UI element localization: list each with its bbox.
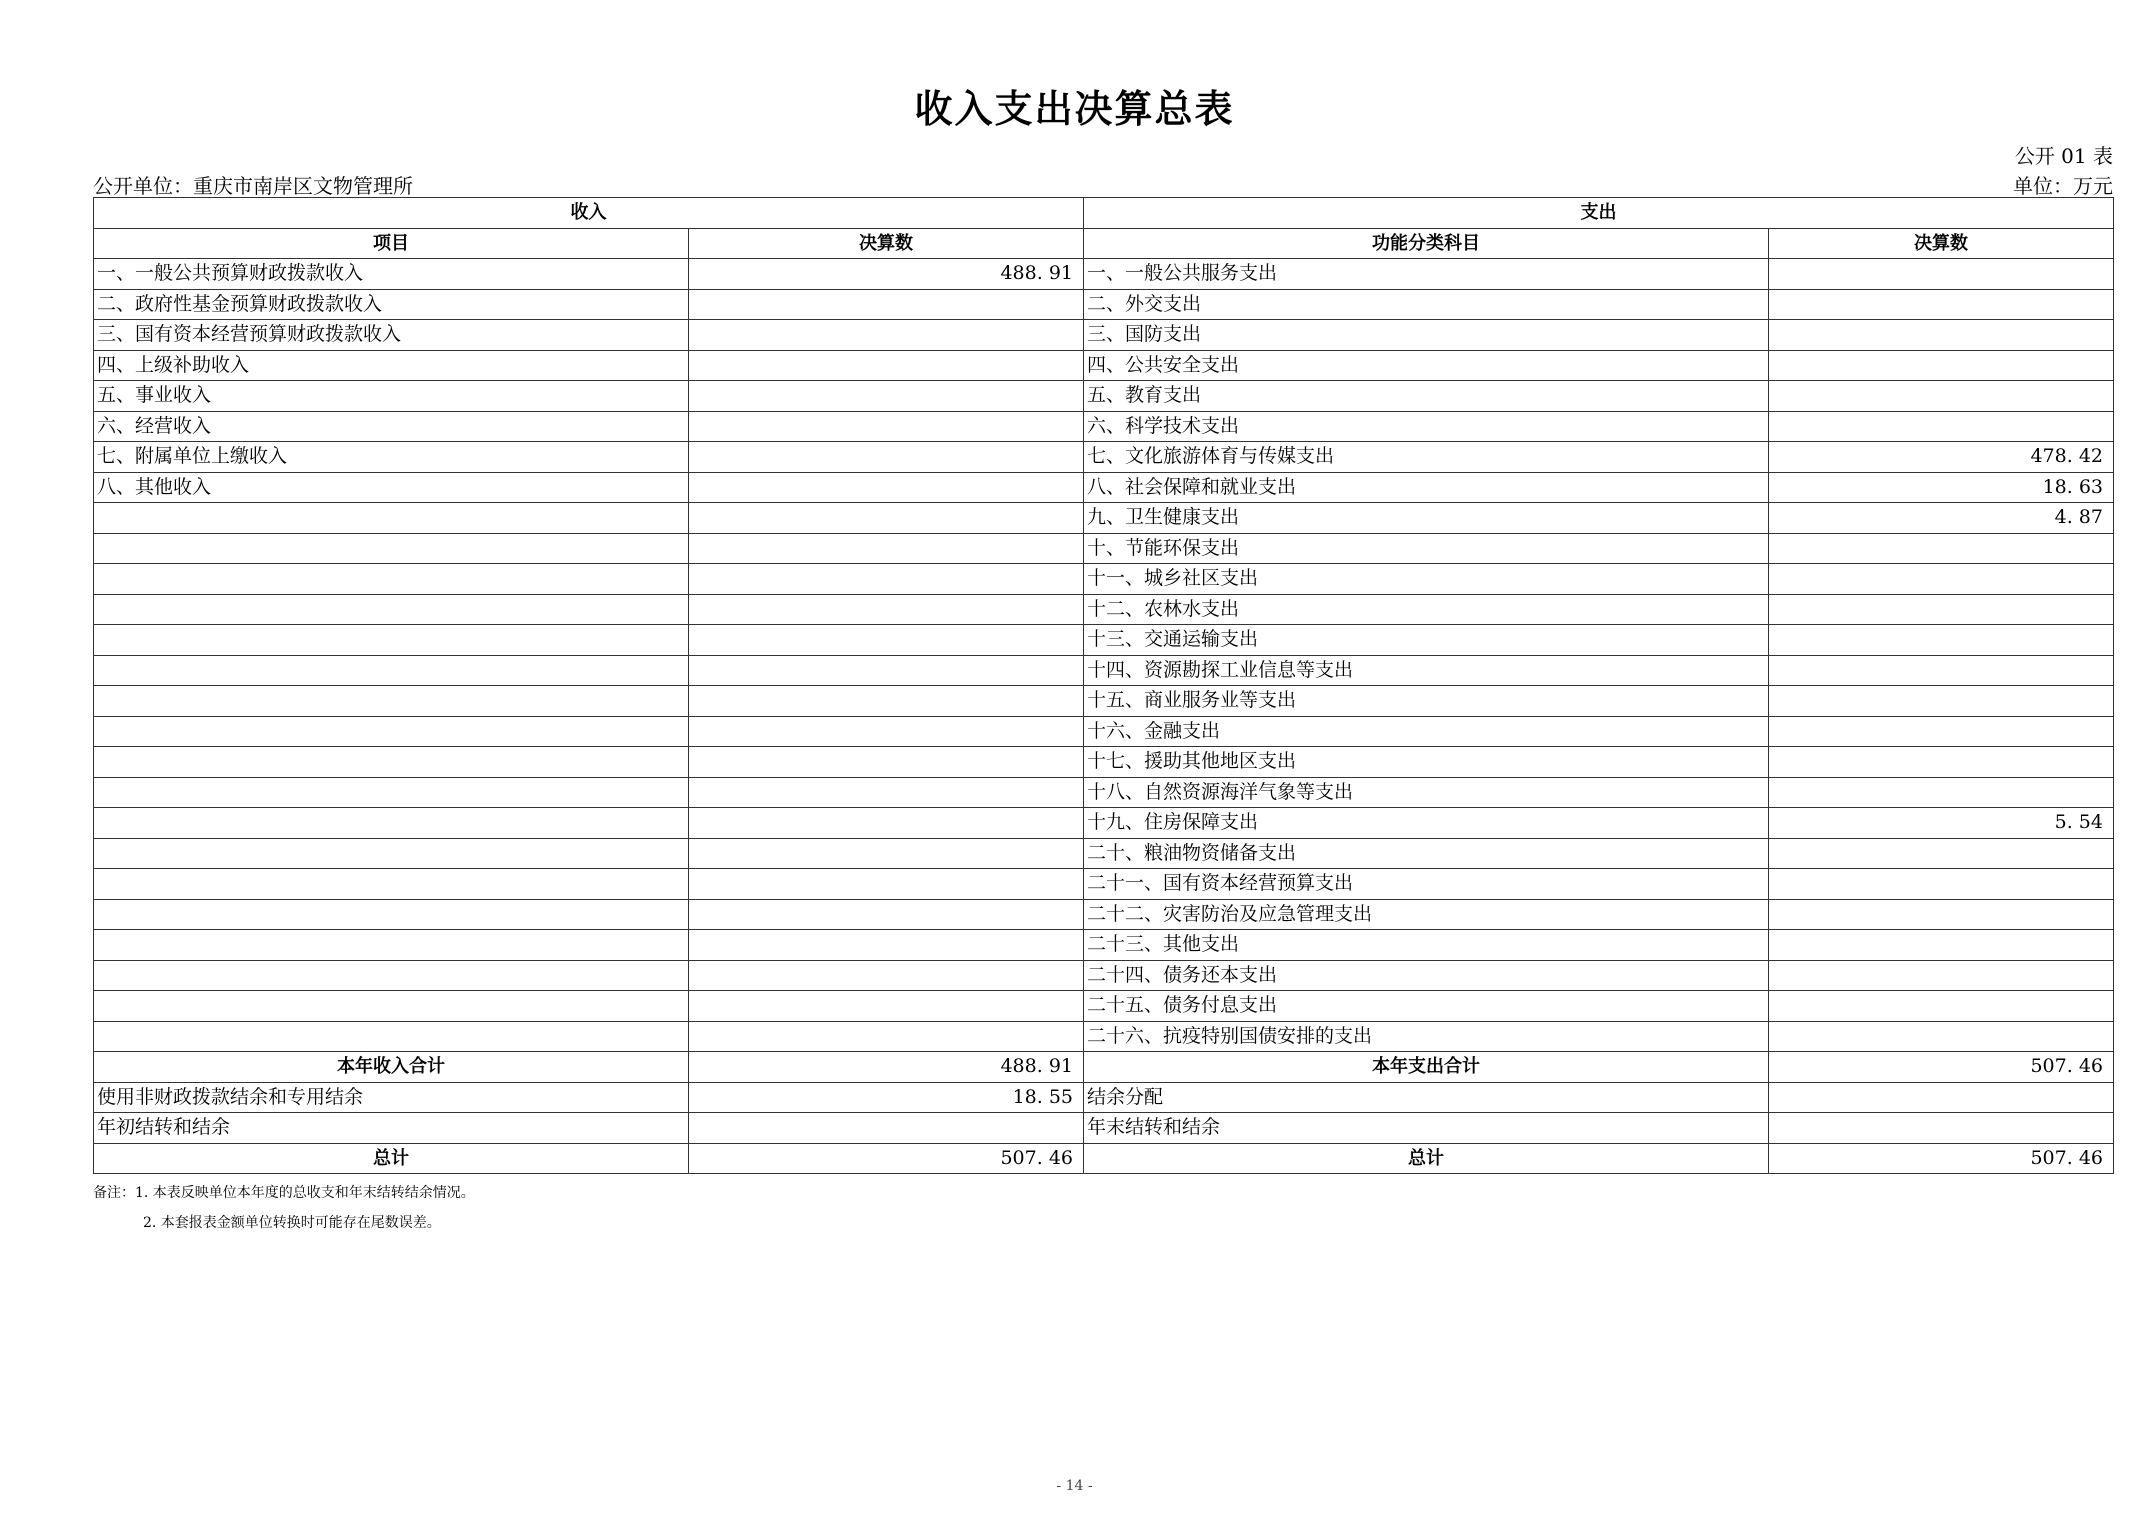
table-row (94, 777, 2114, 808)
expense-amount-cell (1769, 991, 2114, 1022)
table-row (94, 869, 2114, 900)
header-row-1 (94, 198, 2114, 229)
income-item-cell (94, 747, 689, 778)
header-row-2 (94, 228, 2114, 259)
expense-item-cell: 八、社会保障和就业支出 (1084, 472, 1769, 503)
expense-item-cell: 十五、商业服务业等支出 (1084, 686, 1769, 717)
expense-item-cell: 二十、粮油物资储备支出 (1084, 838, 1769, 869)
income-item-cell (94, 991, 689, 1022)
expense-amount-cell (1769, 533, 2114, 564)
income-amount-cell (689, 320, 1084, 351)
income-item-cell: 二、政府性基金预算财政拨款收入 (94, 289, 689, 320)
table-row (94, 838, 2114, 869)
income-item-cell: 六、经营收入 (94, 411, 689, 442)
income-item-cell (94, 777, 689, 808)
expense-amount-cell (1769, 655, 2114, 686)
table-row (94, 808, 2114, 839)
expense-amount-cell (1769, 777, 2114, 808)
expense-item-cell: 二十五、债务付息支出 (1084, 991, 1769, 1022)
income-amount-cell (689, 869, 1084, 900)
expense-amount-cell (1769, 289, 2114, 320)
expense-amount-cell (1769, 564, 2114, 595)
expense-item-cell: 十七、援助其他地区支出 (1084, 747, 1769, 778)
income-item-cell: 七、附属单位上缴收入 (94, 442, 689, 473)
expense-amount-cell (1769, 1021, 2114, 1052)
func-category-header: 功能分类科目 (1084, 228, 1769, 259)
expense-amount-cell: 478. 42 (1769, 442, 2114, 473)
income-item-cell (94, 838, 689, 869)
carry-row (94, 1113, 2114, 1144)
expense-amount-cell (1769, 960, 2114, 991)
income-amount-cell (689, 808, 1084, 839)
table-row (94, 411, 2114, 442)
page-number: - 14 - (1056, 1478, 1093, 1494)
income-item-cell (94, 686, 689, 717)
expense-amount-cell (1769, 350, 2114, 381)
table-row (94, 442, 2114, 473)
table-row (94, 991, 2114, 1022)
expense-amount-cell: 4. 87 (1769, 503, 2114, 534)
income-item-cell: 四、上级补助收入 (94, 350, 689, 381)
table-row (94, 564, 2114, 595)
expense-amount-cell (1769, 716, 2114, 747)
table-row (94, 381, 2114, 412)
income-item-cell (94, 869, 689, 900)
table-row (94, 259, 2114, 290)
table-row (94, 289, 2114, 320)
income-header: 收入 (94, 198, 1084, 229)
income-item-cell: 八、其他收入 (94, 472, 689, 503)
surplus-alloc-amount (1769, 1082, 2114, 1113)
income-amount-cell (689, 960, 1084, 991)
income-amount-cell (689, 289, 1084, 320)
table-row (94, 625, 2114, 656)
expense-item-cell: 十四、资源勘探工业信息等支出 (1084, 655, 1769, 686)
notes (93, 1178, 475, 1238)
income-amount-cell (689, 838, 1084, 869)
table-row (94, 930, 2114, 961)
nonfiscal-label: 使用非财政拨款结余和专用结余 (94, 1082, 689, 1113)
amount-header: 决算数 (689, 228, 1084, 259)
table-row (94, 655, 2114, 686)
table-row (94, 899, 2114, 930)
expense-amount-cell (1769, 930, 2114, 961)
page-title: 收入支出决算总表 (914, 87, 1235, 131)
begin-carry-label: 年初结转和结余 (94, 1113, 689, 1144)
expense-amount-cell (1769, 899, 2114, 930)
expense-amount-cell: 18. 63 (1769, 472, 2114, 503)
table-row (94, 594, 2114, 625)
income-item-cell: 三、国有资本经营预算财政拨款收入 (94, 320, 689, 351)
expense-item-cell: 二十三、其他支出 (1084, 930, 1769, 961)
expense-item-cell: 十一、城乡社区支出 (1084, 564, 1769, 595)
income-item-cell: 一、一般公共预算财政拨款收入 (94, 259, 689, 290)
item-header: 项目 (94, 228, 689, 259)
end-carry-label: 年末结转和结余 (1084, 1113, 1769, 1144)
table-row (94, 503, 2114, 534)
expense-item-cell: 三、国防支出 (1084, 320, 1769, 351)
table-row (94, 320, 2114, 351)
expense-item-cell: 十二、农林水支出 (1084, 594, 1769, 625)
expense-item-cell: 十三、交通运输支出 (1084, 625, 1769, 656)
income-item-cell (94, 533, 689, 564)
reporting-unit: 公开单位：重庆市南岸区文物管理所 (93, 174, 413, 198)
expense-amount-cell (1769, 381, 2114, 412)
income-amount-cell (689, 350, 1084, 381)
note-line-2: 2. 本套报表金额单位转换时可能存在尾数误差。 (143, 1215, 441, 1231)
income-amount-cell (689, 930, 1084, 961)
expense-amount-cell (1769, 686, 2114, 717)
income-amount-cell: 488. 91 (689, 259, 1084, 290)
expense-item-cell: 四、公共安全支出 (1084, 350, 1769, 381)
expense-item-cell: 二十四、债务还本支出 (1084, 960, 1769, 991)
table-row (94, 350, 2114, 381)
income-item-cell (94, 960, 689, 991)
table-row (94, 716, 2114, 747)
income-amount-cell (689, 899, 1084, 930)
income-item-cell (94, 808, 689, 839)
expense-amount-cell (1769, 838, 2114, 869)
year-income-amount: 488. 91 (689, 1052, 1084, 1083)
note-line-1: 备注：1. 本表反映单位本年度的总收支和年末结转结余情况。 (93, 1185, 475, 1201)
nonfiscal-row (94, 1082, 2114, 1113)
income-amount-cell (689, 503, 1084, 534)
expense-amount-cell: 5. 54 (1769, 808, 2114, 839)
income-amount-cell (689, 777, 1084, 808)
expense-amount-cell (1769, 747, 2114, 778)
expense-item-cell: 十九、住房保障支出 (1084, 808, 1769, 839)
table-row (94, 686, 2114, 717)
income-amount-cell (689, 625, 1084, 656)
expense-item-cell: 七、文化旅游体育与传媒支出 (1084, 442, 1769, 473)
year-expense-label: 本年支出合计 (1084, 1052, 1769, 1083)
form-code: 公开 01 表 (2014, 144, 2113, 168)
table-row (94, 747, 2114, 778)
income-amount-cell (689, 472, 1084, 503)
expense-amount-cell (1769, 259, 2114, 290)
income-amount-cell (689, 991, 1084, 1022)
grand-income-amount: 507. 46 (689, 1143, 1084, 1174)
surplus-alloc-label: 结余分配 (1084, 1082, 1769, 1113)
expense-item-cell: 二十一、国有资本经营预算支出 (1084, 869, 1769, 900)
income-item-cell (94, 503, 689, 534)
income-amount-cell (689, 442, 1084, 473)
expense-item-cell: 十八、自然资源海洋气象等支出 (1084, 777, 1769, 808)
expense-item-cell: 十六、金融支出 (1084, 716, 1769, 747)
income-amount-cell (689, 747, 1084, 778)
income-item-cell (94, 594, 689, 625)
income-amount-cell (689, 564, 1084, 595)
expense-amount-cell (1769, 594, 2114, 625)
nonfiscal-amount: 18. 55 (689, 1082, 1084, 1113)
income-amount-cell (689, 1021, 1084, 1052)
income-item-cell (94, 899, 689, 930)
expense-amount-cell (1769, 320, 2114, 351)
expense-amount-cell (1769, 625, 2114, 656)
income-amount-cell (689, 533, 1084, 564)
income-amount-cell (689, 411, 1084, 442)
income-amount-cell (689, 381, 1084, 412)
expense-amount-cell (1769, 869, 2114, 900)
income-item-cell (94, 716, 689, 747)
income-amount-cell (689, 686, 1084, 717)
income-item-cell (94, 930, 689, 961)
begin-carry-amount (689, 1113, 1084, 1144)
year-income-label: 本年收入合计 (94, 1052, 689, 1083)
table-row (94, 472, 2114, 503)
expense-item-cell: 一、一般公共服务支出 (1084, 259, 1769, 290)
expense-header: 支出 (1084, 198, 2114, 229)
table-row (94, 533, 2114, 564)
expense-item-cell: 六、科学技术支出 (1084, 411, 1769, 442)
grand-expense-amount: 507. 46 (1769, 1143, 2114, 1174)
income-amount-cell (689, 594, 1084, 625)
income-amount-cell (689, 716, 1084, 747)
income-item-cell (94, 625, 689, 656)
income-item-cell (94, 1021, 689, 1052)
year-total-row (94, 1052, 2114, 1083)
currency-unit: 单位：万元 (2013, 174, 2113, 198)
income-expense-table (93, 197, 2114, 1174)
income-amount-cell (689, 655, 1084, 686)
income-item-cell (94, 564, 689, 595)
table-row (94, 960, 2114, 991)
expense-item-cell: 二十二、灾害防治及应急管理支出 (1084, 899, 1769, 930)
amount-header-2: 决算数 (1769, 228, 2114, 259)
income-item-cell: 五、事业收入 (94, 381, 689, 412)
income-item-cell (94, 655, 689, 686)
grand-expense-label: 总计 (1084, 1143, 1769, 1174)
expense-item-cell: 五、教育支出 (1084, 381, 1769, 412)
expense-item-cell: 九、卫生健康支出 (1084, 503, 1769, 534)
grand-total-row (94, 1143, 2114, 1174)
expense-amount-cell (1769, 411, 2114, 442)
end-carry-amount (1769, 1113, 2114, 1144)
expense-item-cell: 二十六、抗疫特别国债安排的支出 (1084, 1021, 1769, 1052)
expense-item-cell: 十、节能环保支出 (1084, 533, 1769, 564)
table-row (94, 1021, 2114, 1052)
grand-income-label: 总计 (94, 1143, 689, 1174)
expense-item-cell: 二、外交支出 (1084, 289, 1769, 320)
year-expense-amount: 507. 46 (1769, 1052, 2114, 1083)
